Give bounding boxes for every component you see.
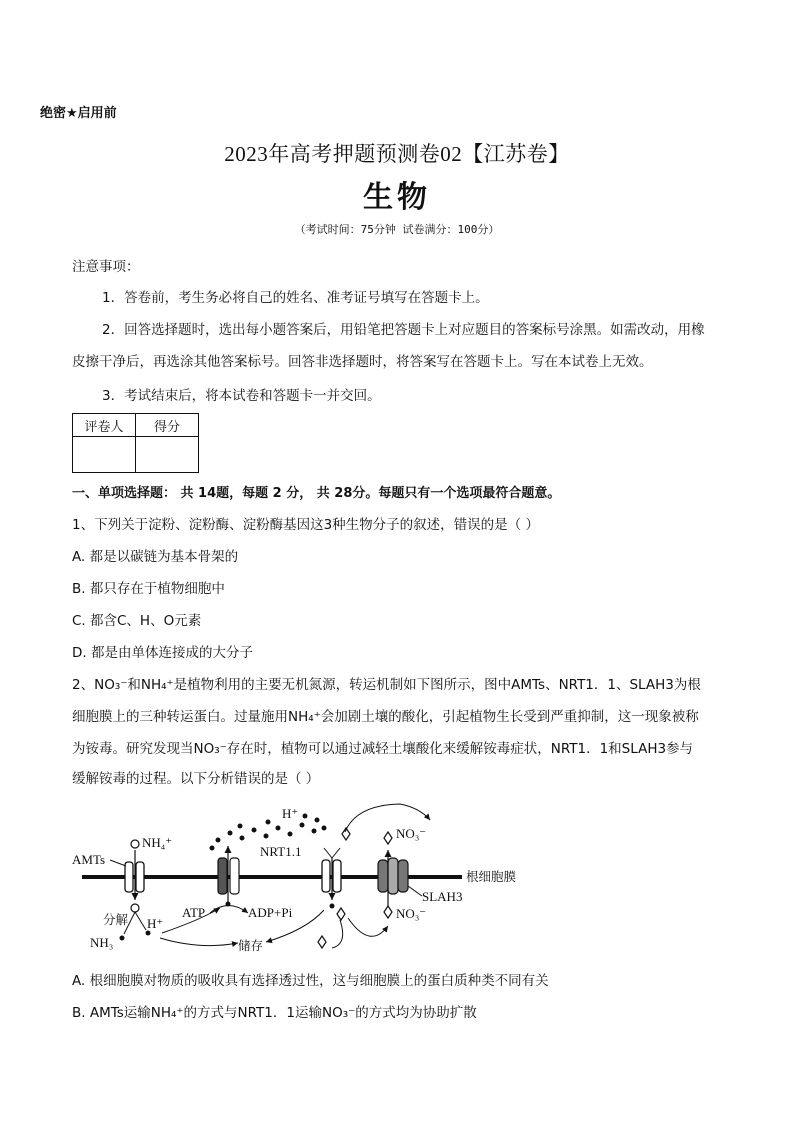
atp-label: ATP xyxy=(182,905,206,920)
amts-label: AMTs xyxy=(72,852,106,867)
notice-item-1: 1．答卷前，考生务必将自己的姓名、准考证号填写在答题卡上。 xyxy=(102,290,489,306)
question-2-option-b: B. AMTs运输NH₄⁺的方式与NRT1．1运输NO₃⁻的方式均为协助扩散 xyxy=(72,1005,477,1021)
score-table-score-cell[interactable] xyxy=(136,437,199,473)
no3-storage-diamond-icon xyxy=(318,936,326,948)
nh3-dot-icon xyxy=(120,936,125,941)
nh4-inner-circle-icon xyxy=(131,904,139,912)
question-2-line-3: 为铵毒。研究发现当NO₃⁻存在时，植物可以通过减轻土壤酸化来缓解铵毒症状，NRT1．1和SLAH3参与 xyxy=(72,741,694,757)
no3-top-diamond-icon xyxy=(384,832,392,844)
secret-mark: 绝密★启用前 xyxy=(40,106,117,121)
score-table xyxy=(72,413,199,473)
question-2-option-a: A. 根细胞膜对物质的吸收具有选择透过性，这与细胞膜上的蛋白质种类不同有关 xyxy=(72,973,549,989)
notice-heading: 注意事项： xyxy=(72,259,140,275)
score-table-score-header: 得分 xyxy=(136,414,199,437)
no3-top-label: NO₃⁻ xyxy=(396,826,427,841)
no3-bottom-diamond-icon xyxy=(384,906,392,918)
question-1-option-b: B. 都只存在于植物细胞中 xyxy=(72,581,225,597)
nh3-label: NH₃ xyxy=(90,935,114,950)
storage-label: 储存 xyxy=(238,938,264,953)
section-heading: 一、单项选择题： 共 14题，每题 2 分， 共 28分。每题只有一个选项最符合题意。 xyxy=(72,486,561,501)
h-top-label: H⁺ xyxy=(282,806,299,821)
nh4-circle-icon xyxy=(131,840,139,848)
nh4-top-label: NH₄⁺ xyxy=(142,835,173,850)
nrt-label: NRT1.1 xyxy=(260,844,302,859)
decompose-label: 分解 xyxy=(103,912,129,927)
no3-inner-diamond-icon xyxy=(337,908,345,920)
question-1-option-d: D. 都是由单体连接成的大分子 xyxy=(72,645,253,661)
exam-info: （考试时间：75分钟 试卷满分：100分） xyxy=(294,223,500,236)
transport-diagram xyxy=(70,800,550,960)
no3-bottom-label: NO₃⁻ xyxy=(396,906,427,921)
adp-label: ADP+Pi xyxy=(248,905,293,920)
score-table-grader-header: 评卷人 xyxy=(73,414,136,437)
slah3-protein xyxy=(378,858,408,894)
h-bottom-label: H⁺ xyxy=(147,916,164,931)
h-dot-icon xyxy=(146,931,151,936)
question-1-option-c: C. 都含C、H、O元素 xyxy=(72,613,202,629)
notice-item-3: 3．考试结束后，将本试卷和答题卡一并交回。 xyxy=(102,388,381,404)
subject-title: 生物 xyxy=(363,180,431,215)
notice-item-2-line-1: 2．回答选择题时，选出每小题答案后，用铅笔把答题卡上对应题目的答案标号涂黑。如需改动，用橡 xyxy=(102,322,705,338)
notice-item-2-line-2: 皮擦干净后，再选涂其他答案标号。回答非选择题时，将答案写在答题卡上。写在本试卷上无效。 xyxy=(72,354,653,370)
score-table-grader-cell[interactable] xyxy=(73,437,136,473)
question-2-line-2: 细胞膜上的三种转运蛋白。过量施用NH₄⁺会加剧土壤的酸化，引起植物生长受到严重抑制，这一现象被称 xyxy=(72,709,699,725)
question-2-line-1: 2、NO₃⁻和NH₄⁺是植物利用的主要无机氮源，转运机制如下图所示，图中AMTs、NRT1．1、SLAH3为根 xyxy=(72,677,701,693)
membrane-label: 根细胞膜 xyxy=(466,869,517,884)
slah3-label: SLAH3 xyxy=(422,889,463,904)
question-1-stem: 1、下列关于淀粉、淀粉酶、淀粉酶基因这3种生物分子的叙述，错误的是（ ） xyxy=(72,517,539,533)
question-2-line-4: 缓解铵毒的过程。以下分析错误的是（ ） xyxy=(72,771,320,787)
question-1-option-a: A. 都是以碳链为基本骨架的 xyxy=(72,549,239,565)
exam-title: 2023年高考押题预测卷02【江苏卷】 xyxy=(224,142,570,166)
